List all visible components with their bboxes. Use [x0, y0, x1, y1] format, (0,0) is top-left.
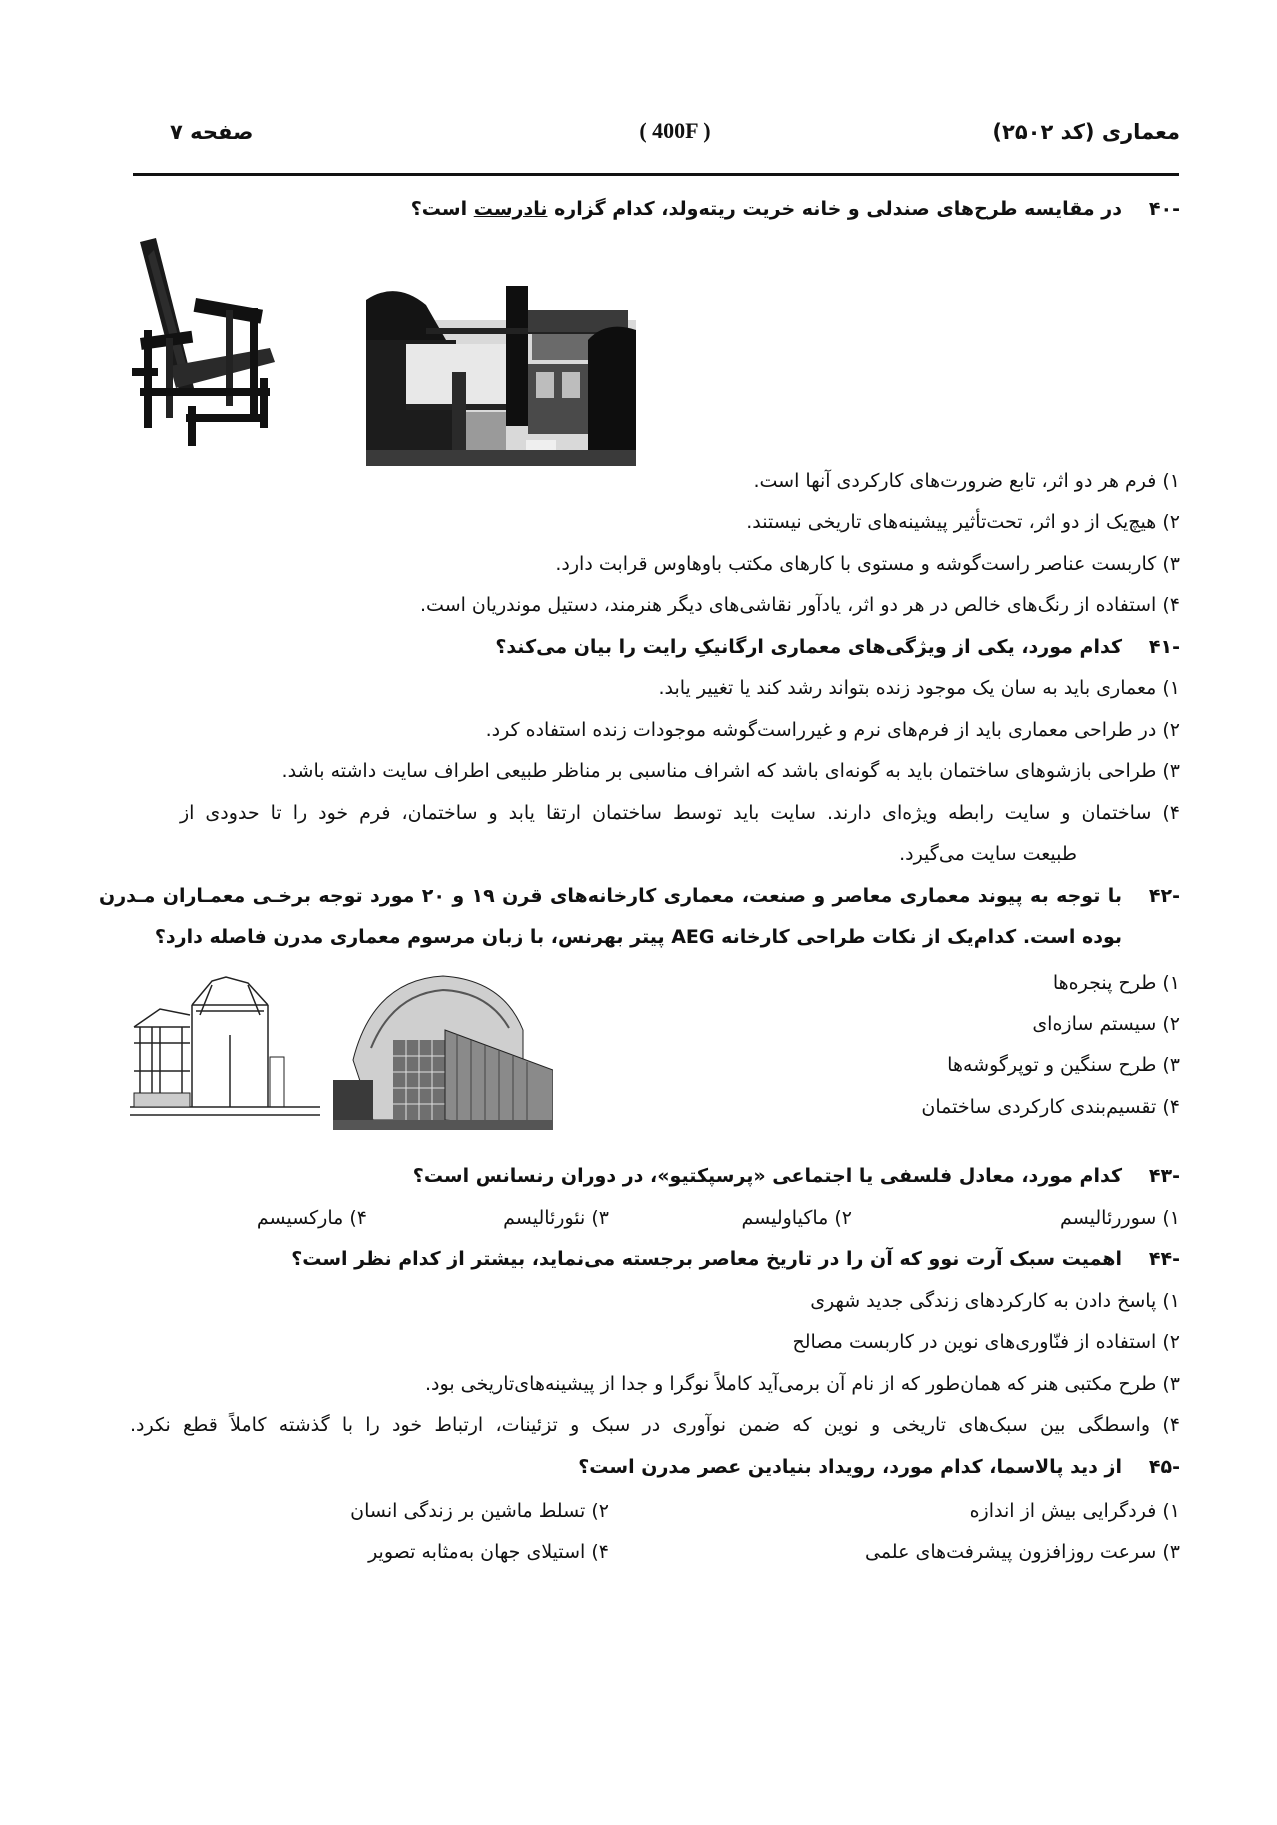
q45-option-3[interactable]: ۳) سرعت روزافزون پیشرفت‌های علمی [864, 1541, 1180, 1563]
q41-option-4[interactable]: ۴) ساختمان و سایت رابطه ویژه‌ای دارند. سایت باید توسط ساختمان ارتقا یابد و ساختمان، فرم خود را تا حدودی از [180, 802, 1180, 824]
q40-option-3[interactable]: ۳) کاربست عناصر راست‌گوشه و مستوی با کارهای مکتب باوهاوس قرابت دارد. [555, 553, 1180, 575]
q43-option-4[interactable]: ۴) مارکسیسم [256, 1207, 367, 1229]
q43-option-2[interactable]: ۲) ماکیاولیسم [741, 1207, 852, 1229]
q41-option-1[interactable]: ۱) معماری باید به سان یک موجود زنده بتواند رشد کند یا تغییر یابد. [658, 677, 1180, 699]
question-40 [97, 198, 1180, 220]
question-stem: اهمیت سبک آرت نوو که آن را در تاریخ معاصر برجسته می‌نماید، بیشتر از کدام نظر است؟ [291, 1248, 1122, 1270]
question-45 [97, 1456, 1180, 1478]
q41-option-4-continued: طبیعت سایت می‌گیرد. [899, 843, 1077, 865]
question-stem: کدام مورد، معادل فلسفی یا اجتماعی «پرسپکتیو»، در دوران رنسانس است؟ [412, 1165, 1122, 1187]
question-number: -۴۵ [1148, 1456, 1180, 1478]
q41-option-2[interactable]: ۲) در طراحی معماری باید از فرم‌های نرم و غیرراست‌گوشه موجودات زنده استفاده کرد. [485, 719, 1180, 741]
question-42 [97, 885, 1180, 907]
q45-option-4[interactable]: ۴) استیلای جهان به‌مثابه تصویر [368, 1541, 609, 1563]
q42-option-1[interactable]: ۱) طرح پنجره‌ها [1052, 972, 1180, 994]
q42-option-4[interactable]: ۴) تقسیم‌بندی کارکردی ساختمان [921, 1096, 1180, 1118]
q44-option-1[interactable]: ۱) پاسخ دادن به کارکردهای زندگی جدید شهری [810, 1290, 1180, 1312]
question-42-line-2 [155, 926, 1122, 948]
q45-option-1[interactable]: ۱) فردگرایی بیش از اندازه [969, 1500, 1180, 1522]
aeg-factory-photo [333, 970, 553, 1130]
q40-option-1[interactable]: ۱) فرم هر دو اثر، تابع ضرورت‌های کارکردی آنها است. [753, 470, 1180, 492]
q45-option-2[interactable]: ۲) تسلط ماشین بر زندگی انسان [350, 1500, 609, 1522]
q44-option-3[interactable]: ۳) طرح مکتبی هنر که همان‌طور که از نام آن برمی‌آید کاملاً نوگرا و جدا از پیشینه‌های‌تاریخی بود. [425, 1373, 1180, 1395]
question-stem: از دید پالاسما، کدام مورد، رویداد بنیادین عصر مدرن است؟ [578, 1456, 1122, 1478]
question-44 [97, 1248, 1180, 1270]
red-blue-chair-image [130, 238, 285, 448]
q43-option-3[interactable]: ۳) نئورئالیسم [503, 1207, 609, 1229]
question-41 [97, 636, 1180, 658]
question-stem-line-2: بوده است. کدام‌یک از نکات طراحی کارخانه AEG پیتر بهرنس، با زبان مرسوم معماری مدرن فاصله دارد؟ [154, 926, 1122, 948]
question-43 [97, 1165, 1180, 1187]
question-number: -۴۳ [1148, 1165, 1180, 1187]
q44-option-4[interactable]: ۴) واسطگی بین سبک‌های تاریخی و نوین که ضمن نوآوری در سبک و تزئینات، ارتباط خود را با گذشته کاملاً قطع نکرد. [130, 1414, 1180, 1436]
question-number: -۴۲ [1148, 885, 1180, 907]
question-stem: در مقایسه طرح‌های صندلی و خانه خریت ریته‌ولد، کدام گزاره نادرست است؟ [410, 198, 1122, 220]
aeg-factory-section-drawing [130, 975, 320, 1127]
question-number: -۴۴ [1148, 1248, 1180, 1270]
schroder-house-image [366, 280, 636, 466]
q42-option-3[interactable]: ۳) طرح سنگین و توپرگوشه‌ها [947, 1054, 1180, 1076]
question-stem: کدام مورد، یکی از ویژگی‌های معماری ارگانیکِ رایت را بیان می‌کند؟ [495, 636, 1122, 658]
q41-option-3[interactable]: ۳) طراحی بازشوهای ساختمان باید به گونه‌ای باشد که اشراف مناسبی بر مناظر طبیعی اطراف سایت داشته باشد. [281, 760, 1180, 782]
q42-option-2[interactable]: ۲) سیستم سازه‌ای [1032, 1013, 1180, 1035]
q44-option-2[interactable]: ۲) استفاده از فنّاوری‌های نوین در کاربست مصالح [792, 1331, 1180, 1353]
subject-title: معماری (کد ۲۵۰۲) [992, 120, 1180, 144]
header-divider [133, 173, 1179, 176]
q43-option-1[interactable]: ۱) سوررئالیسم [1060, 1207, 1180, 1229]
page-header [170, 120, 1180, 156]
question-number: -۴۱ [1148, 636, 1180, 658]
question-number: -۴۰ [1148, 198, 1180, 220]
booklet-code: ( 400F ) [639, 118, 711, 143]
q40-option-4[interactable]: ۴) استفاده از رنگ‌های خالص در هر دو اثر، یادآور نقاشی‌های دیگر هنرمند، دستیل موندریان است. [420, 594, 1180, 616]
underlined-word: نادرست [473, 198, 548, 220]
question-stem-line-1: با توجه به پیوند معماری معاصر و صنعت، معماری کارخانه‌های قرن ۱۹ و ۲۰ مورد توجه برخـی معمـاران مـدرن [99, 885, 1122, 907]
q40-option-2[interactable]: ۲) هیچ‌یک از دو اثر، تحت‌تأثیر پیشینه‌های تاریخی نیستند. [746, 511, 1180, 533]
page-number: صفحه ۷ [170, 120, 254, 144]
